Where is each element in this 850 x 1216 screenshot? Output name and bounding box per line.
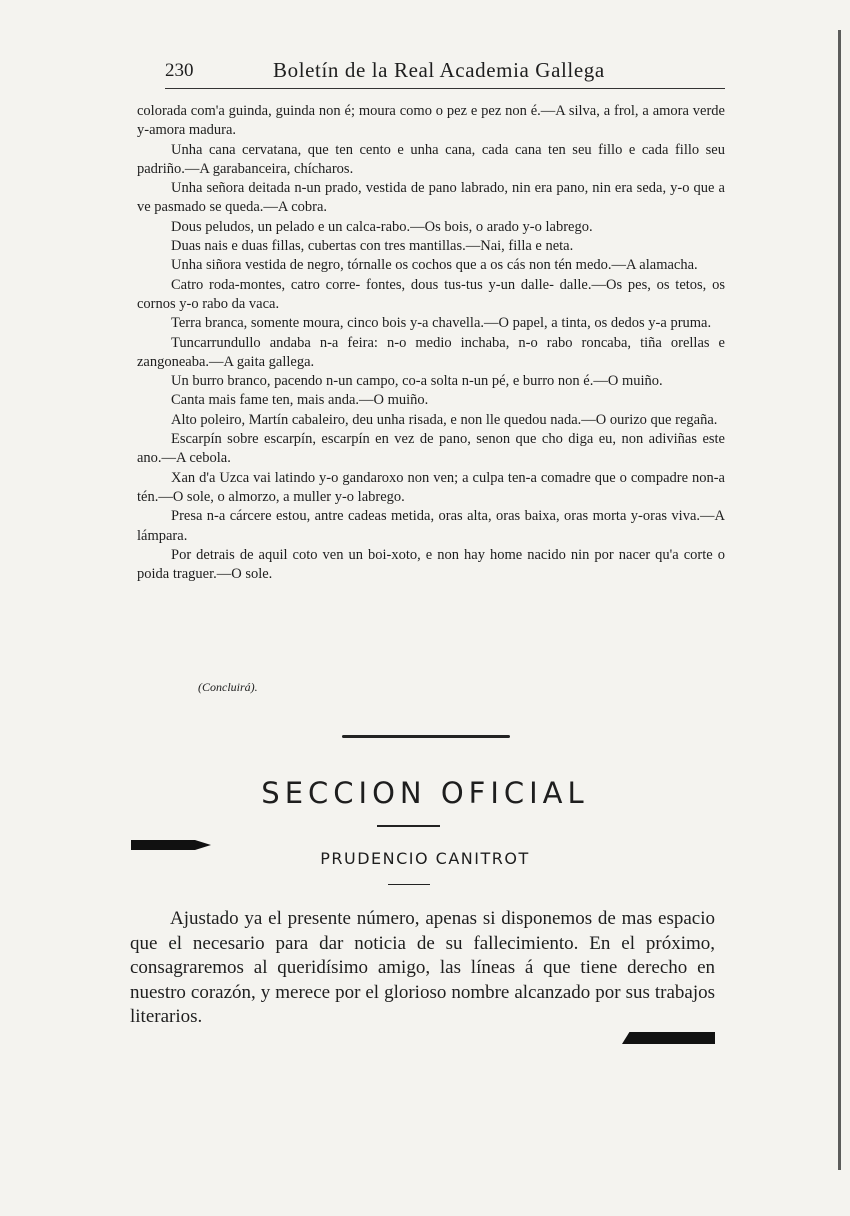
riddle-paragraph: Presa n-a cárcere estou, antre cadeas metida, oras alta, oras baixa, oras morta y-oras viva.—A lámpara. — [137, 508, 725, 544]
riddle-paragraph: Escarpín sobre escarpín, escarpín en vez de pano, senon que cho diga eu, non adiviñas este ano.—A cebola. — [137, 431, 725, 467]
section-subtitle: PRUDENCIO CANITROT — [320, 849, 530, 868]
obituary-paragraph: Ajustado ya el presente número, apenas si disponemos de mas espacio que el necesario para dar noticia de su fallecimiento. En el próximo, consagraremos al queridísimo amigo, las líneas á que tiene derecho en nuestro corazón, y merece por el glorioso nombre alcanzado por sus trabajos literarios. — [130, 908, 715, 1027]
riddle-paragraph: Duas nais e duas fillas, cubertas con tres mantillas.—Nai, filla e neta. — [171, 238, 574, 255]
riddle-paragraph: Alto poleiro, Martín cabaleiro, deu unha risada, e non lle quedou nada.—O ourizo que regaña. — [171, 411, 718, 428]
riddle-paragraph: Un burro branco, pacendo n-un campo, co-a solta n-un pé, e burro non é.—O muiño. — [171, 373, 663, 390]
riddle-paragraph: colorada com'a guinda, guinda non é; moura como o pez e pez non é.—A silva, a frol, a amora verde y-amora madura. — [137, 103, 725, 139]
riddle-paragraph: Unha señora deitada n-un prado, vestida de pano labrado, nin era pano, nin era seda, y-o que a ve pasmado se queda.—A cobra. — [137, 180, 725, 216]
page-edge-line — [838, 30, 841, 1170]
to-be-concluded-note: (Concluirá). — [198, 680, 258, 694]
riddle-paragraph: Unha siñora vestida de negro, tórnalle os cochos que a os cás non tén medo.—A alamacha. — [171, 257, 698, 274]
riddle-paragraph: Tuncarrundullo andaba n-a feira: n-o medio inchaba, n-o rabo roncaba, tiña orellas e zangoneaba.—A gaita gallega. — [137, 334, 725, 370]
riddle-paragraph: Terra branca, somente moura, cinco bois y-a chavella.—O papel, a tinta, os dedos y-a pruma. — [171, 315, 712, 332]
riddles-text — [137, 102, 725, 584]
riddle-paragraph: Catro roda-montes, catro corre- fontes, dous tus-tus y-un dalle- dalle.—Os pes, os tetos, os cornos y-o rabo da vaca. — [137, 276, 725, 312]
decorative-bar-end — [622, 1032, 715, 1044]
section-divider-rule — [342, 735, 510, 738]
running-title: Boletín de la Real Academia Gallega — [273, 58, 605, 82]
riddle-paragraph: Por detrais de aquil coto ven un boi-xoto, e non hay home nacido nin por nacer qu'a corte o poida traguer.—O sole. — [137, 546, 725, 583]
page-number: 230 — [165, 60, 194, 81]
riddle-paragraph: Unha cana cervatana, que ten cento e unha cana, cada cana ten seu fillo e cada fillo seu padriño.—A garabanceira, chícharos. — [137, 141, 725, 177]
section-title: SECCION OFICIAL — [261, 776, 589, 810]
riddle-paragraph: Xan d'a Uzca vai latindo y-o gandaroxo non ven; a culpa ten-a comadre que o compadre non-a tén.—O sole, o almorzo, a muller y-o labrego. — [137, 469, 725, 505]
title-underline-rule — [377, 825, 440, 827]
obituary-text — [130, 907, 715, 1030]
page-header — [165, 58, 725, 89]
riddle-paragraph: Canta mais fame ten, mais anda.—O muiño. — [171, 392, 429, 409]
subtitle-underline-rule — [388, 884, 430, 885]
riddle-paragraph: Dous peludos, un pelado e un calca-rabo.—Os bois, o arado y-o labrego. — [171, 218, 593, 235]
